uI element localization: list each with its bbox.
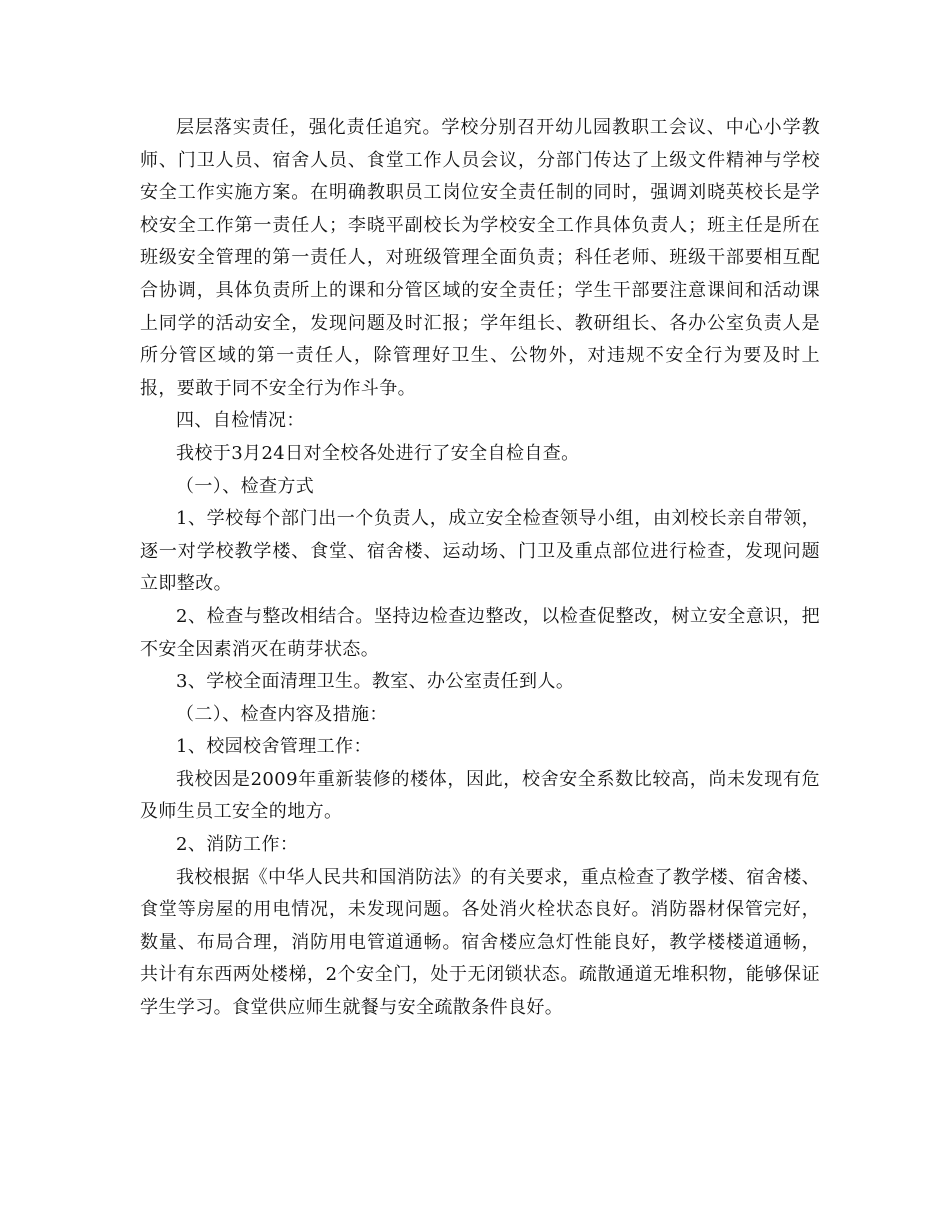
paragraph-responsibility: 层层落实责任，强化责任追究。学校分别召开幼儿园教职工会议、中心小学教师、门卫人员、宿舍人员、食堂工作人员会议，分部门传达了上级文件精神与学校安全工作实施方案。在明确教职员工岗位安全责任制的同时，强调刘晓英校长是学校安全工作第一责任人；李晓平副校长为学校安全工作具体负责人；班主任是所在班级安全管理的第一责任人，对班级管理全面负责；科任老师、班级干部要相互配合协调，具体负责所上的课和分管区域的安全责任；学生干部要注意课间和活动课上同学的活动安全，发现问题及时汇报；学年组长、教研组长、各办公室负责人是所分管区域的第一责任人，除管理好卫生、公物外，对违规不安全行为要及时上报，要敢于同不安全行为作斗争。 — [140, 117, 820, 399]
paragraph-fire-safety: 我校根据《中华人民共和国消防法》的有关要求，重点检查了教学楼、宿舍楼、食堂等房屋的用电情况，未发现问题。各处消火栓状态良好。消防器材保管完好，数量、布局合理，消防用电管道通畅。宿舍楼应急灯性能良好，教学楼楼道通畅，共计有东西两处楼梯，2个安全门，处于无闭锁状态。疏散通道无堆积物，能够保证学生学习。食堂供应师生就餐与安全疏散条件良好。 — [140, 866, 820, 1019]
heading-fire-safety: 2、消防工作： — [176, 834, 299, 856]
document-body — [140, 112, 820, 1025]
heading-campus-buildings: 1、校园校舍管理工作： — [176, 736, 372, 758]
paragraph-inspection-date: 我校于3月24日对全校各处进行了安全自检自查。 — [176, 442, 580, 464]
paragraph-method-3: 3、学校全面清理卫生。教室、办公室责任到人。 — [176, 671, 575, 693]
subheading-inspection-content: （二）、检查内容及措施： — [176, 703, 388, 725]
paragraph-campus-buildings: 我校因是2009年重新装修的楼体，因此，校舍安全系数比较高，尚未发现有危及师生员工安全的地方。 — [140, 768, 820, 823]
paragraph-method-2: 2、检查与整改相结合。坚持边检查边整改，以检查促整改，树立安全意识，把不安全因素消灭在萌芽状态。 — [140, 605, 820, 660]
heading-self-inspection: 四、自检情况： — [176, 410, 305, 432]
subheading-inspection-method: （一）、检查方式 — [176, 475, 315, 497]
paragraph-method-1: 1、学校每个部门出一个负责人，成立安全检查领导小组，由刘校长亲自带领，逐一对学校教学楼、食堂、宿舍楼、运动场、门卫及重点部位进行检查，发现问题立即整改。 — [140, 508, 820, 595]
